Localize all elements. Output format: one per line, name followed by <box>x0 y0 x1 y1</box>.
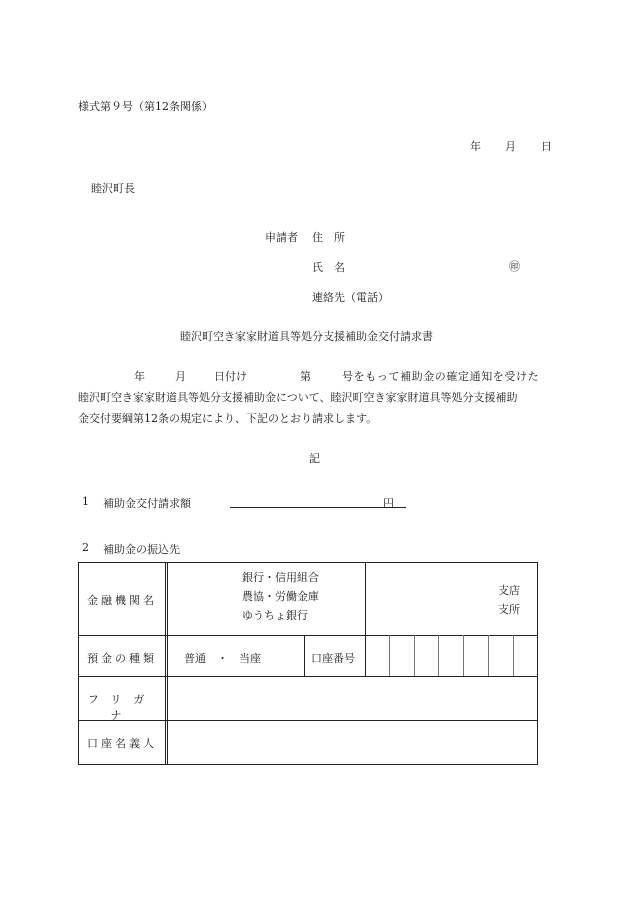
body-line-3: 金交付要綱第12条の規定により、下記のとおり請求します。 <box>78 412 378 425</box>
amount-unit: 円 <box>383 497 394 510</box>
address-label: 住 所 <box>312 231 345 244</box>
date-day-label: 日 <box>541 140 552 153</box>
name-label: 氏 名 <box>312 261 345 274</box>
branch-label: 支店 <box>498 584 520 597</box>
body-no: 第 <box>300 370 311 383</box>
ki-heading: 記 <box>309 452 320 465</box>
deposit-type-options[interactable]: 普通 ・ 当座 <box>184 652 261 665</box>
institution-option: ゆうちょ銀行 <box>242 609 308 622</box>
row-divider-1 <box>78 635 538 636</box>
body-dated: 日付け <box>214 370 247 383</box>
digit-box-divider <box>513 635 514 676</box>
body-rest: 号をもって補助金の確定通知を受けた <box>342 370 540 383</box>
bank-account-table <box>78 562 538 765</box>
form-number: 様式第９号（第12条関係） <box>78 100 213 113</box>
body-month: 月 <box>175 370 186 383</box>
sub-branch-label: 支所 <box>498 603 520 616</box>
date-year-label: 年 <box>470 140 481 153</box>
digit-box-divider <box>438 635 439 676</box>
bank-name-label: 金融機関名 <box>87 594 157 607</box>
institution-option: 銀行・信用組合 <box>242 571 319 584</box>
furigana-field[interactable] <box>168 677 537 720</box>
body-line-2: 睦沢町空き家家財道具等処分支援補助金について、睦沢町空き家家財道具等処分支援補助 <box>78 391 518 404</box>
item1-number: 1 <box>82 495 89 508</box>
amount-underline <box>230 507 406 508</box>
digit-box-divider <box>463 635 464 676</box>
account-holder-label: 口座名義人 <box>87 737 157 750</box>
applicant-label: 申請者 <box>265 231 298 244</box>
furigana-label: フリガナ <box>87 693 157 722</box>
account-holder-field[interactable] <box>168 721 537 764</box>
deposit-type-label: 預金の種類 <box>87 652 157 665</box>
document-title: 睦沢町空き家家財道具等処分支援補助金交付請求書 <box>180 330 433 343</box>
table-border-right <box>537 562 538 765</box>
bank-name-field[interactable] <box>366 563 537 635</box>
account-label-divider <box>365 635 366 676</box>
addressee: 睦沢町長 <box>91 182 135 195</box>
account-number-label: 口座番号 <box>311 652 355 665</box>
table-border-bottom <box>78 764 538 765</box>
contact-label: 連絡先（電話） <box>312 291 389 304</box>
body-line-1 <box>78 368 548 384</box>
body-year: 年 <box>134 370 145 383</box>
digit-box-divider <box>414 635 415 676</box>
type-divider <box>304 635 305 676</box>
digit-box-divider <box>488 635 489 676</box>
item2-label: 補助金の振込先 <box>103 543 180 556</box>
item2-number: 2 <box>82 541 89 554</box>
digit-box-divider <box>389 635 390 676</box>
seal-mark: ㊞ <box>509 260 520 273</box>
date-month-label: 月 <box>505 140 516 153</box>
item1-label: 補助金交付請求額 <box>103 497 191 510</box>
institution-option: 農協・労働金庫 <box>242 590 319 603</box>
